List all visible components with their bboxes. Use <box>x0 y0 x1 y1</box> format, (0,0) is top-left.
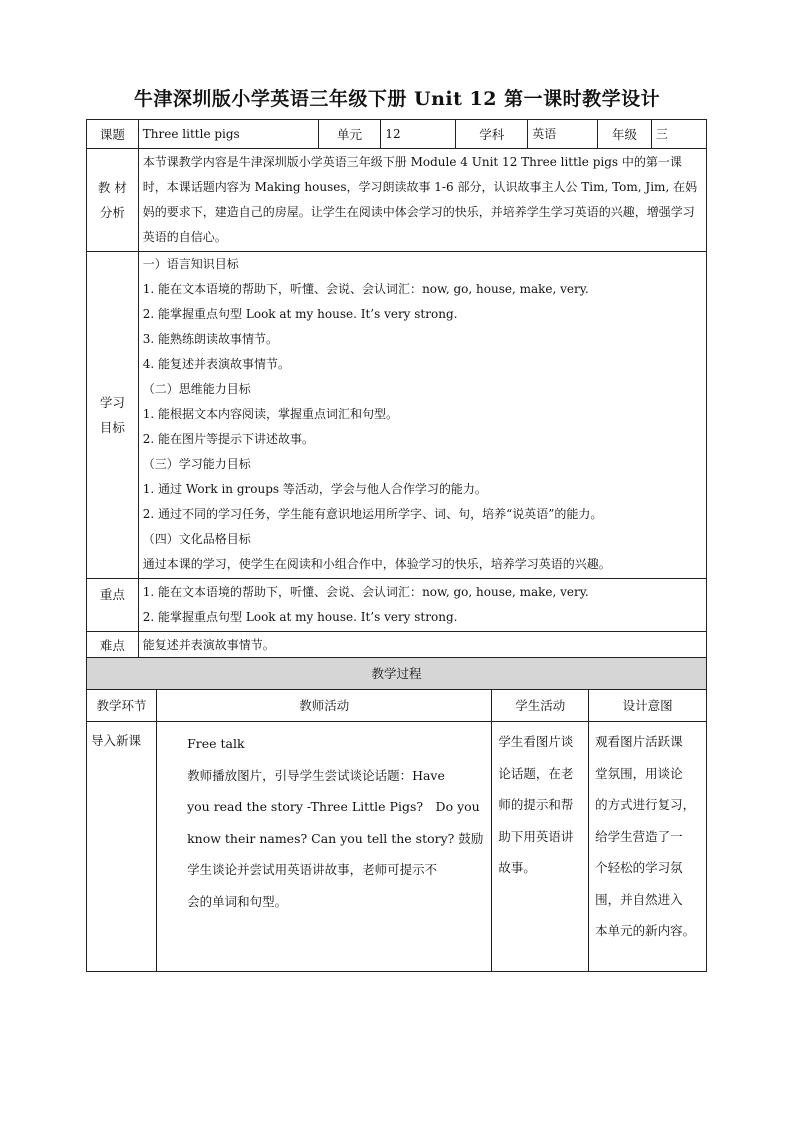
teacher-line: 教师播放图片，引导学生尝试谈论话题：Have <box>187 767 445 783</box>
objective-line: 2. 能在图片等提示下讲述故事。 <box>142 432 315 446</box>
objectives-content <box>138 252 706 579</box>
teaching-process-table <box>86 657 707 972</box>
keypoints-label: 重点 <box>87 579 139 632</box>
intent-line: 堂氛围，用谈论 <box>595 765 683 781</box>
intent-line: 个轻松的学习氛 <box>595 860 683 875</box>
unit-value: 12 <box>381 120 456 149</box>
objective-line: 4. 能复述并表演故事情节。 <box>142 357 291 371</box>
analysis-text: 本节课教学内容是牛津深圳版小学英语三年级下册 Module 4 Unit 12 Three little pigs 中的第一课时，本课话题内容为 Making houses，学习朗读故事 1-6 部分，认识故事主人公 Tim, Tom, Jim, 在妈妈的要求下，建造自己的房屋。让学生在阅读中体会学习的快乐，并培养学生学习英语的兴趣，增强学习英语的自信心。 <box>138 149 706 252</box>
col-student-header: 学生活动 <box>492 690 589 722</box>
col-intent-header: 设计意图 <box>589 690 707 722</box>
subject-value: 英语 <box>528 120 598 149</box>
objective-line: 1. 能在文本语境的帮助下，听懂、会说、会认词汇：now, go, house, make, very. <box>142 282 589 296</box>
teacher-line: 学生谈论并尝试用英语讲故事，老师可提示不 <box>187 862 438 877</box>
objective-line: 1. 能根据文本内容阅读，掌握重点词汇和句型。 <box>142 407 399 421</box>
intent-line: 本单元的新内容。 <box>595 923 696 938</box>
keypoints-content <box>138 579 706 632</box>
stage-cell: 导入新课 <box>87 722 157 972</box>
analysis-label <box>87 149 139 252</box>
teacher-line: know their names? Can you tell the story? 鼓励 <box>187 830 484 846</box>
objectives-label-line1: 学习 <box>99 395 125 410</box>
col-teacher-header: 教师活动 <box>157 690 492 722</box>
objective-line: （二）思维能力目标 <box>142 382 251 396</box>
student-line: 故事。 <box>498 860 536 875</box>
analysis-label-line2: 分析 <box>99 205 125 220</box>
teacher-activity-cell <box>157 722 492 972</box>
student-activity-cell <box>492 722 589 972</box>
intent-line: 的方式进行复习， <box>595 797 696 812</box>
subject-label: 学科 <box>456 120 528 149</box>
intent-line: 观看图片活跃课 <box>595 734 683 749</box>
teacher-line: Free talk <box>187 736 245 751</box>
topic-label: 课题 <box>87 120 139 149</box>
objective-line: （三）学习能力目标 <box>142 457 251 471</box>
objective-line: 通过本课的学习，使学生在阅读和小组合作中，体验学习的快乐，培养学习英语的兴趣。 <box>142 557 611 571</box>
topic-value: Three little pigs <box>138 120 318 149</box>
objective-line: 一）语言知识目标 <box>142 257 239 271</box>
objectives-label <box>87 252 139 579</box>
student-line: 论话题，在老 <box>498 765 574 781</box>
objective-line: 2. 通过不同的学习任务，学生能有意识地运用所学字、词、句，培养“说英语”的能力。 <box>142 507 603 521</box>
student-line: 学生看图片谈 <box>498 734 574 749</box>
keypoint-line: 2. 能掌握重点句型 Look at my house. It’s very strong. <box>142 610 458 624</box>
objectives-label-line2: 目标 <box>99 420 125 435</box>
teacher-line: you read the story -Three Little Pigs? Do you <box>187 799 480 814</box>
document-title: 牛津深圳版小学英语三年级下册 Unit 12 第一课时教学设计 <box>133 88 661 110</box>
col-stage-header: 教学环节 <box>87 690 157 722</box>
student-line: 师的提示和帮 <box>498 797 574 812</box>
course-info-table <box>86 119 707 660</box>
grade-value: 三 <box>651 120 706 149</box>
keypoint-line: 1. 能在文本语境的帮助下，听懂、会说、会认词汇：now, go, house, make, very. <box>142 585 589 599</box>
process-header: 教学过程 <box>87 658 707 690</box>
intent-line: 围，并自然进入 <box>595 891 683 907</box>
analysis-label-line1: 教 材 <box>97 180 127 195</box>
design-intent-cell <box>589 722 707 972</box>
objective-line: 2. 能掌握重点句型 Look at my house. It’s very strong. <box>142 307 458 321</box>
teacher-line: 会的单词和句型。 <box>187 893 288 909</box>
unit-label: 单元 <box>318 120 381 149</box>
difficulty-text: 能复述并表演故事情节。 <box>138 632 706 660</box>
difficulty-label: 难点 <box>87 632 139 660</box>
objective-line: 1. 通过 Work in groups 等活动，学会与他人合作学习的能力。 <box>142 482 487 496</box>
objective-line: 3. 能熟练朗读故事情节。 <box>142 332 279 346</box>
objective-line: （四）文化品格目标 <box>142 532 251 546</box>
student-line: 助下用英语讲 <box>498 828 574 844</box>
grade-label: 年级 <box>598 120 652 149</box>
intent-line: 给学生营造了一 <box>595 828 683 844</box>
